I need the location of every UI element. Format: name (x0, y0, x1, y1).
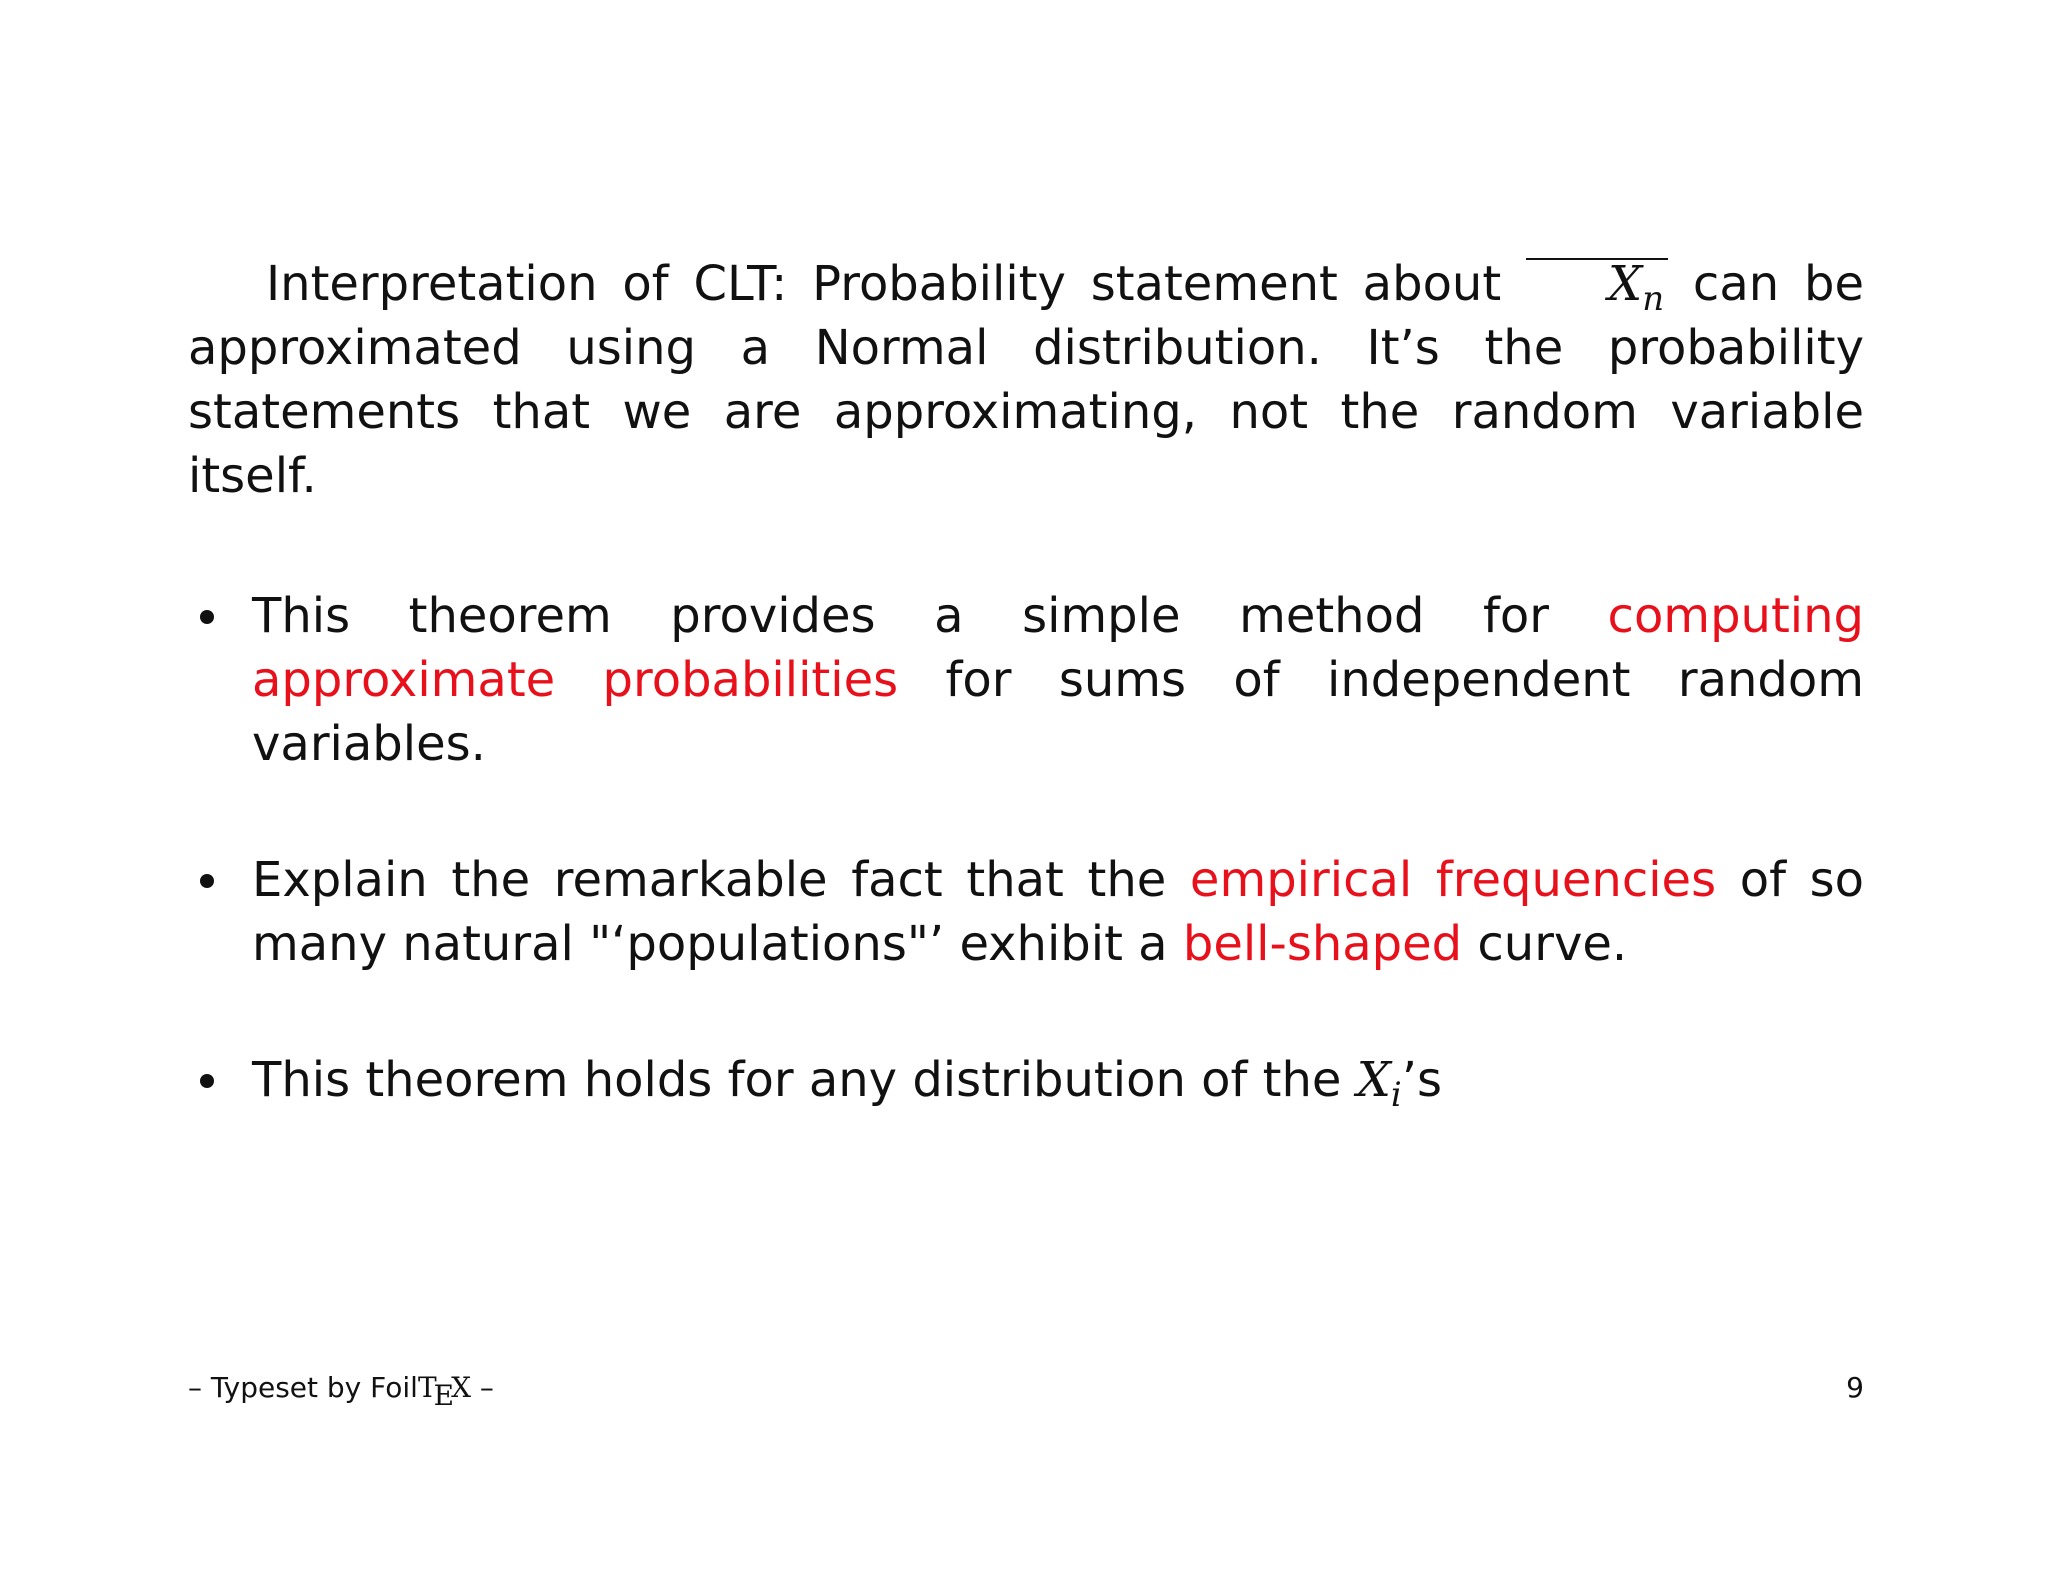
tex-t: T (417, 1371, 437, 1404)
bullet-2-highlight-2: bell-shaped (1182, 916, 1463, 972)
tex-x: X (451, 1371, 472, 1404)
slide-content (188, 252, 1864, 1189)
tex-e: E (433, 1379, 455, 1412)
footer-suffix: – (471, 1371, 494, 1404)
bullet-3-pre: This theorem holds for any distribution of the (252, 1052, 1357, 1108)
tex-logo (417, 1371, 472, 1412)
x-i-symbol (1356, 1052, 1402, 1115)
bullet-1-highlight: computing approximate probabilities (252, 588, 1864, 708)
x-bar-n-symbol (1526, 256, 1668, 319)
x-i-letter: X (1356, 1052, 1391, 1108)
bullet-1-pre: This theorem provides a simple method for (252, 588, 1608, 644)
bullet-list (188, 584, 1864, 1117)
footer-typeset-credit (188, 1370, 494, 1412)
bullet-dot-icon (200, 874, 214, 888)
bullet-1-post: for sums of independent random variables. (252, 652, 1864, 772)
bullet-dot-icon (200, 1074, 214, 1088)
bullet-2-highlight: empirical frequencies (1189, 852, 1717, 908)
bullet-item-empirical (188, 848, 1864, 976)
intro-paragraph (188, 252, 1864, 508)
footer-prefix: – Typeset by Foil (188, 1371, 418, 1404)
bullet-2-mid: of so many natural "‘populations"’ exhibit a (252, 852, 1865, 972)
page-number: 9 (1846, 1371, 1864, 1404)
bullet-dot-icon (200, 610, 214, 624)
x-i-subscript: i (1390, 1075, 1402, 1115)
intro-text-2: can be approximated using a Normal distribution. It’s the probability statements that we are approximating, not the random variable itself. (188, 256, 1864, 504)
bullet-2-pre: Explain the remarkable fact that the (252, 852, 1190, 908)
bullet-2-post: curve. (1462, 916, 1628, 972)
x-bar-letter: X (1608, 256, 1643, 312)
bullet-item-computing (188, 584, 1864, 776)
bullet-3-post: ’s (1401, 1052, 1442, 1108)
x-bar-subscript: n (1642, 279, 1665, 319)
bullet-item-any-distribution (188, 1048, 1864, 1117)
intro-text-1: Interpretation of CLT: Probability statement about (266, 256, 1527, 312)
